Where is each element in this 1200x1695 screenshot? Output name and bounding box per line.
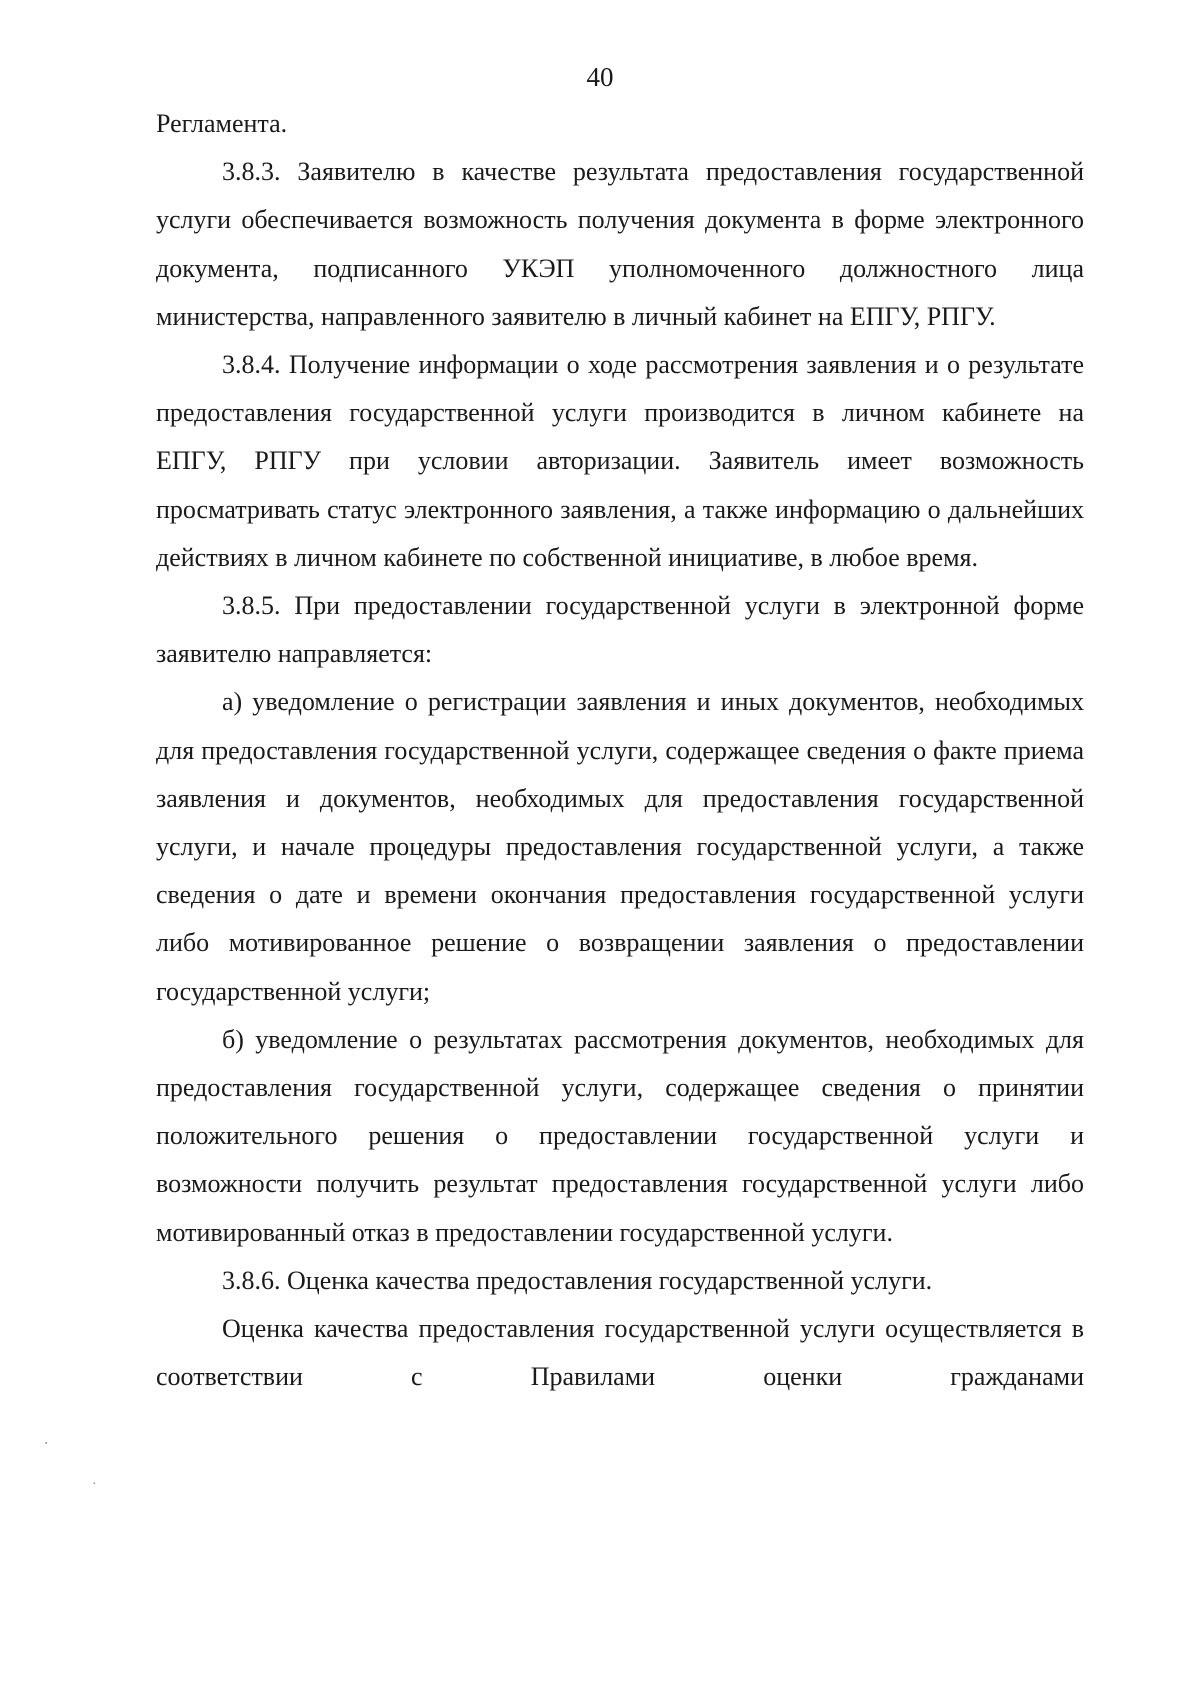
paragraph-quality-assessment: Оценка качества предоставления государственной услуги осуществляется в соответствии с Правилами оценки гражданами	[156, 1314, 1084, 1392]
scan-speck: ‧	[44, 1437, 49, 1452]
paragraph-item-a: а) уведомление о регистрации заявления и иных документов, необходимых для предоставления государственной услуги, содержащее сведения о факте приема заявления и документов, необходимых для предоставления государственной услуги, и начале процедуры предоставления государственной услуги, а также сведения о дате и времени окончания предоставления государственной услуги либо мотивированное решение о возвращении заявления о предоставлении государственной услуги;	[156, 687, 1084, 1006]
paragraph-3-8-6: 3.8.6. Оценка качества предоставления государственной услуги.	[222, 1265, 933, 1295]
document-body	[156, 100, 1084, 1401]
scan-speck: ·	[92, 1477, 97, 1492]
paragraph-item-b: б) уведомление о результатах рассмотрения документов, необходимых для предоставления государственной услуги, содержащее сведения о принятии положительного решения о предоставлении государственной услуги и возможности получить результат предоставления государственной услуги либо мотивированный отказ в предоставлении государственной услуги.	[156, 1024, 1084, 1247]
paragraph-3-8-4: 3.8.4. Получение информации о ходе рассмотрения заявления и о результате предоставления государственной услуги производится в личном кабинете на ЕПГУ, РПГУ при условии авторизации. Заявитель имеет возможность просматривать статус электронного заявления, а также информацию о дальнейших действиях в личном кабинете по собственной инициативе, в любое время.	[156, 350, 1084, 572]
page-number: 40	[586, 62, 614, 92]
paragraph-3-8-5: 3.8.5. При предоставлении государственной услуги в электронной форме заявителю направляется:	[156, 591, 1084, 669]
paragraph-continuation: Регламента.	[156, 109, 288, 138]
paragraph-3-8-3: 3.8.3. Заявителю в качестве результата предоставления государственной услуги обеспечивается возможность получения документа в форме электронного документа, подписанного УКЭП уполномоченного должностного лица министерства, направленного заявителю в личный кабинет на ЕПГУ, РПГУ.	[156, 157, 1084, 331]
